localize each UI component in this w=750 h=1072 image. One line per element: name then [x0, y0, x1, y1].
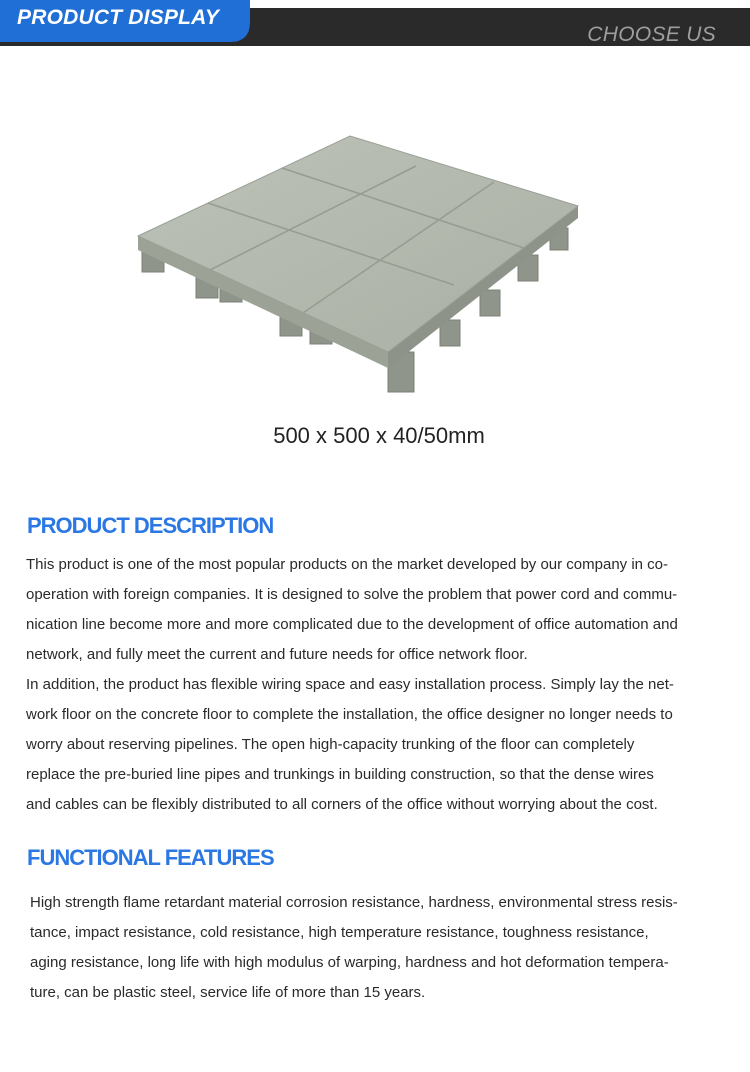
features-line: High strength flame retardant material corrosion resistance, hardness, environmental stress resis- — [30, 894, 678, 911]
description-line: nication line become more and more complicated due to the development of office automation and — [26, 616, 678, 633]
description-line: worry about reserving pipelines. The open high-capacity trunking of the floor can completely — [26, 736, 635, 753]
description-line: and cables can be flexibly distributed to all corners of the office without worrying about the cost. — [26, 796, 658, 813]
features-text — [30, 888, 678, 1008]
description-line: work floor on the concrete floor to complete the installation, the office designer no longer needs to — [26, 706, 673, 723]
section-label: PRODUCT DISPLAY — [17, 6, 220, 29]
description-line: In addition, the product has flexible wiring space and easy installation process. Simply lay the net- — [26, 676, 674, 693]
choose-us-link[interactable]: CHOOSE US — [587, 23, 716, 46]
floor-panel-image — [120, 120, 600, 410]
description-line: replace the pre-buried line pipes and trunkings in building construction, so that the dense wires — [26, 766, 654, 783]
product-dimensions: 500 x 500 x 40/50mm — [273, 423, 485, 448]
features-line: aging resistance, long life with high modulus of warping, hardness and hot deformation tempera- — [30, 954, 669, 971]
features-line: ture, can be plastic steel, service life of more than 15 years. — [30, 984, 426, 1001]
features-title: FUNCTIONAL FEATURES — [27, 845, 274, 870]
description-title: PRODUCT DESCRIPTION — [27, 513, 274, 538]
description-line: network, and fully meet the current and future needs for office network floor. — [26, 646, 528, 663]
description-line: operation with foreign companies. It is designed to solve the problem that power cord and commu- — [26, 586, 678, 603]
features-line: tance, impact resistance, cold resistance, high temperature resistance, toughness resistance, — [30, 924, 649, 941]
description-text — [26, 550, 678, 820]
description-line: This product is one of the most popular products on the market developed by our company in co- — [26, 556, 669, 573]
